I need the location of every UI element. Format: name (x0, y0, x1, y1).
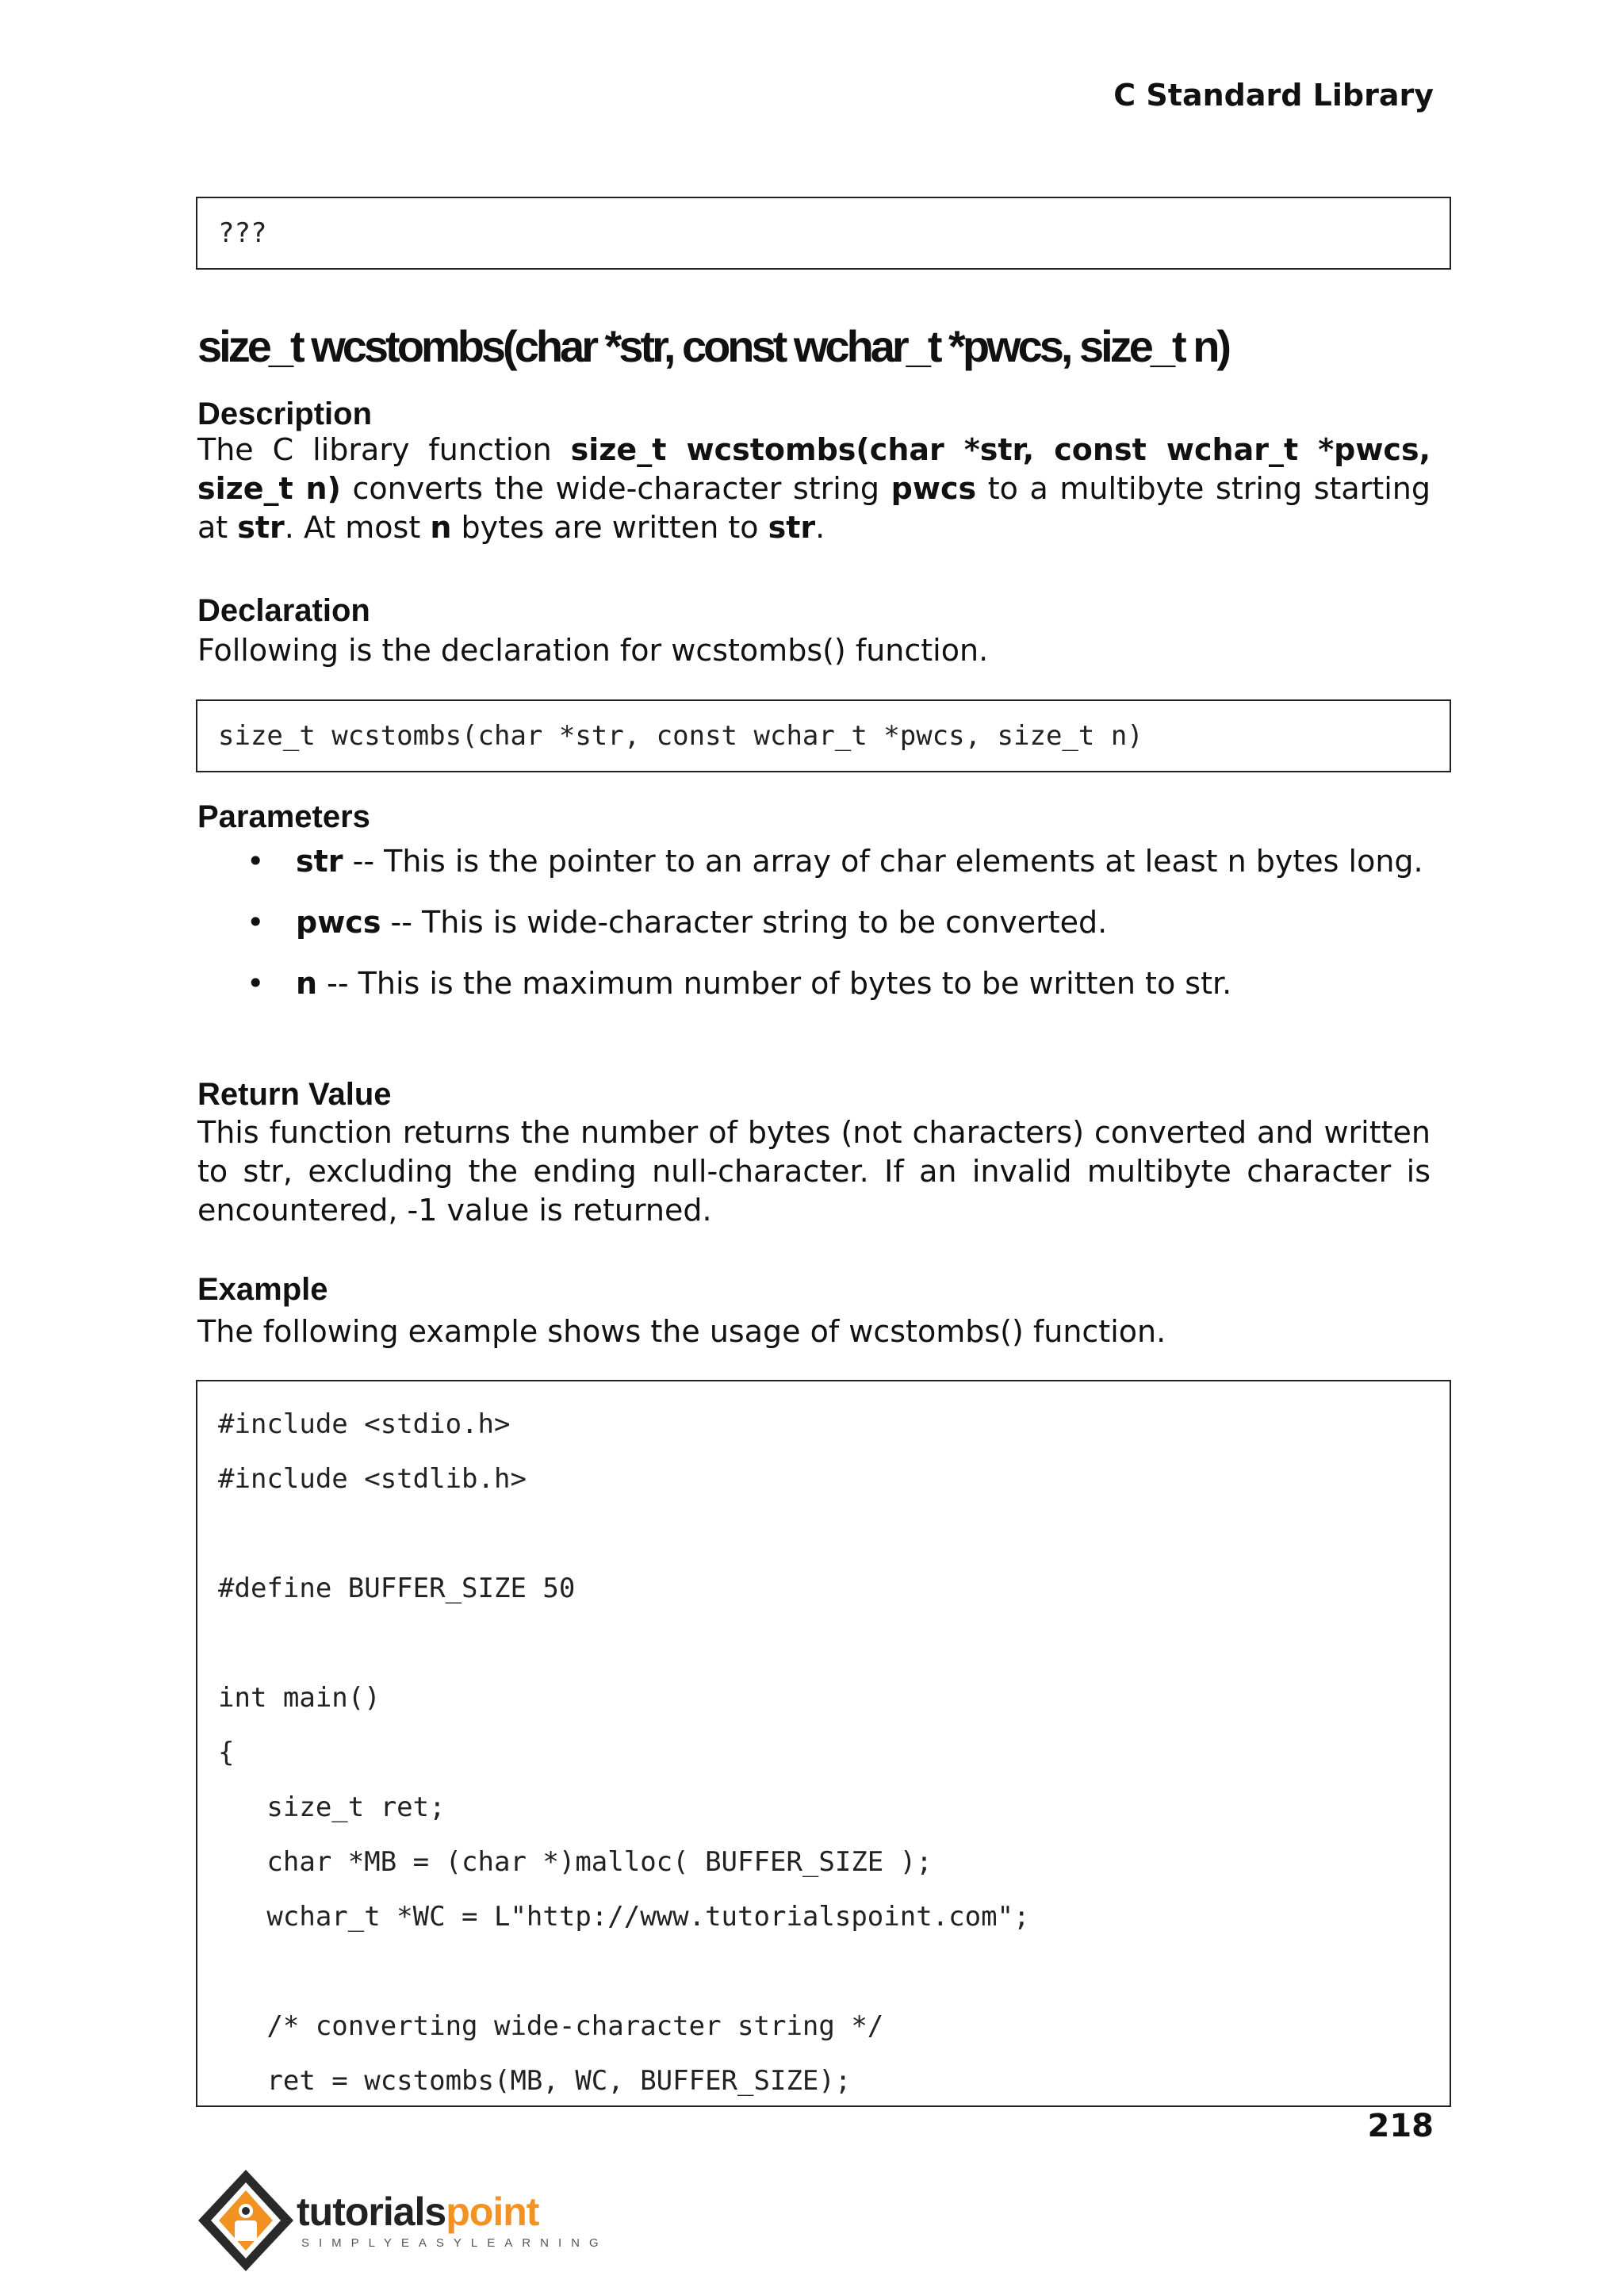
code-line: size_t ret; (218, 1791, 446, 1823)
example-code-box (196, 1380, 1451, 2107)
logo-tagline: SIMPLYEASYLEARNING (301, 2236, 608, 2250)
return-value-heading: Return Value (197, 1077, 392, 1112)
declaration-code-box (196, 699, 1451, 772)
declaration-code: size_t wcstombs(char *str, const wchar_t *pwcs, size_t n) (218, 720, 1143, 752)
logo-emblem-icon (197, 2165, 300, 2276)
code-line (218, 1616, 1429, 1671)
code-line (218, 1507, 1429, 1561)
top-code-text: ??? (218, 217, 267, 249)
logo-wordmark: tutorialspoint (297, 2190, 539, 2234)
page-number: 218 (1367, 2108, 1434, 2144)
parameters-heading: Parameters (197, 799, 370, 834)
example-heading: Example (197, 1272, 328, 1307)
example-text: The following example shows the usage of wcstombs() function. (197, 1314, 1166, 1349)
signature-inline: size_t wcstombs(char *str, const wchar_t *pwcs, size_t n) (197, 432, 1431, 506)
code-line: int main() (218, 1682, 381, 1714)
code-line: ret = wcstombs(MB, WC, BUFFER_SIZE); (218, 2065, 852, 2097)
function-title: size_t wcstombs(char *str, const wchar_t *pwcs, size_t n) (197, 321, 1229, 371)
code-line: #include <stdlib.h> (218, 1463, 527, 1495)
code-line: { (218, 1737, 235, 1768)
top-code-box (196, 197, 1451, 270)
code-line (218, 1944, 1429, 1999)
list-item: • pwcs -- This is wide-character string to be converted. (197, 903, 1431, 942)
list-item: • str -- This is the pointer to an array of char elements at least n bytes long. (197, 842, 1431, 881)
description-heading: Description (197, 397, 373, 431)
declaration-text: Following is the declaration for wcstombs() function. (197, 633, 989, 668)
code-line: #define BUFFER_SIZE 50 (218, 1573, 576, 1604)
running-header: C Standard Library (1113, 78, 1434, 113)
code-line: wchar_t *WC = L"http://www.tutorialspoint.com"; (218, 1901, 1030, 1933)
code-line: /* converting wide-character string */ (218, 2010, 884, 2042)
declaration-heading: Declaration (197, 593, 370, 628)
return-value-text: This function returns the number of bytes (not characters) converted and written to str, excluding the ending null-character. If an invalid multibyte character is encountered, -1 value is returned. (197, 1115, 1431, 1228)
list-item: • n -- This is the maximum number of bytes to be written to str. (197, 964, 1431, 1003)
parameters-list (197, 842, 1431, 1003)
code-line: char *MB = (char *)malloc( BUFFER_SIZE ); (218, 1846, 933, 1878)
code-line: #include <stdio.h> (218, 1408, 511, 1440)
tutorialspoint-logo (197, 2165, 608, 2276)
description-paragraph: The C library function size_t wcstombs(char *str, const wchar_t *pwcs, size_t n) converts the wide-character string pwcs to a multibyte string starting at str. At most n bytes are written to str. (197, 432, 1431, 545)
